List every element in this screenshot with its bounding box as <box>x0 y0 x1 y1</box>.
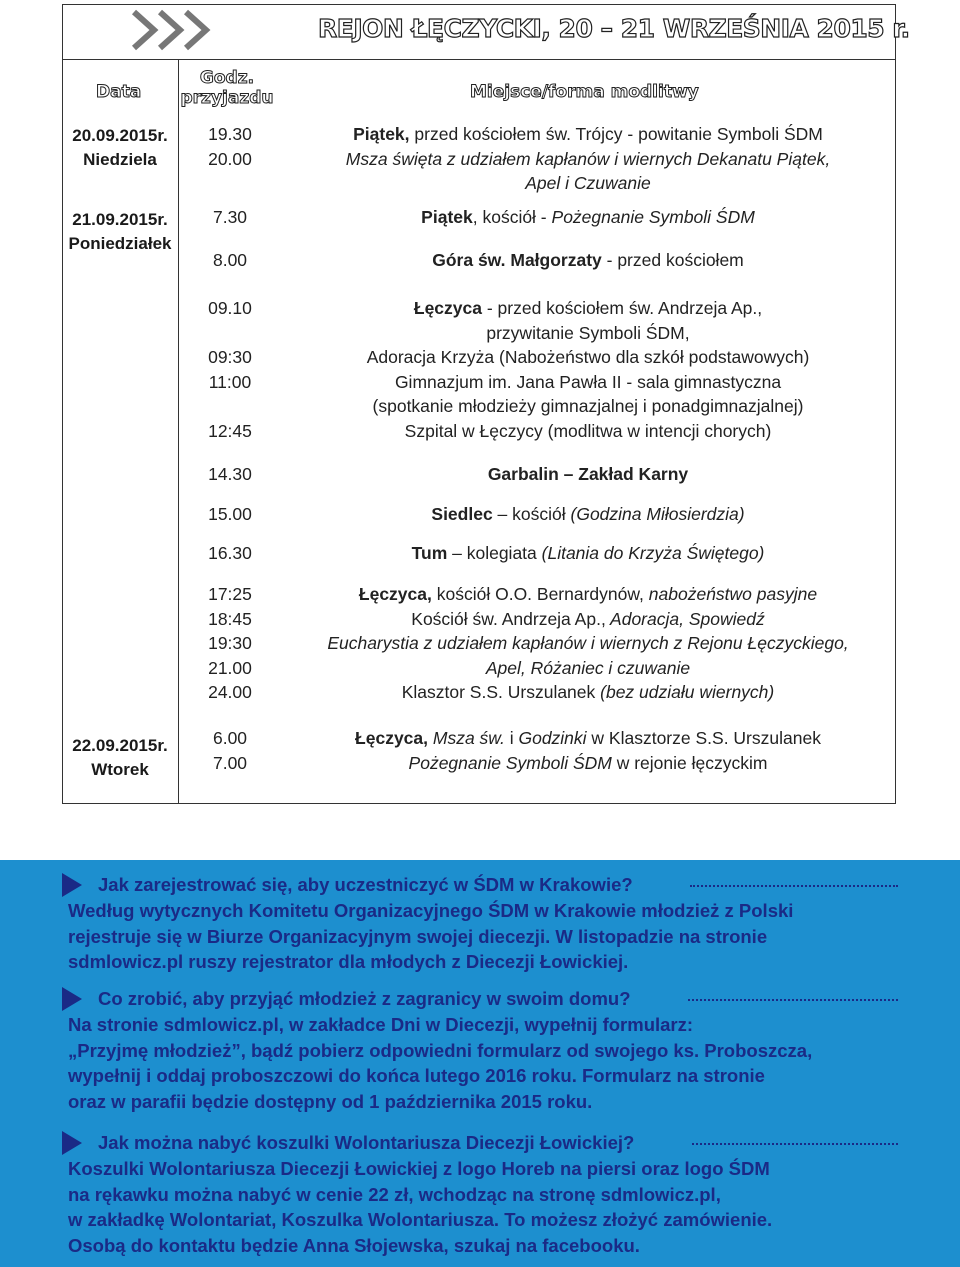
day-date: 22.09.2015r. <box>72 736 168 755</box>
day-tuesday <box>62 734 178 782</box>
place-line <box>280 370 896 395</box>
day-sunday <box>62 124 178 172</box>
text-segment: Szpital w Łęczycy (modlitwa w intencji chorych) <box>404 420 772 441</box>
text-segment: Apel, Różaniec i czuwanie <box>485 657 691 678</box>
faq-answer-line: Według wytycznych Komitetu Organizacyjnego ŚDM w Krakowie młodzież z Polski <box>68 900 794 921</box>
faq-answer-line: wypełnij i oddaj proboszczowi do końca lutego 2016 roku. Formularz na stronie <box>68 1065 765 1086</box>
text-segment: Eucharystia z udziałem kapłanów i wiernych z Rejonu Łęczyckiego, <box>327 633 849 653</box>
faq-answer-line: na rękawku można nabyć w cenie 22 zł, wchodząc na stronę sdmlowicz.pl, <box>68 1183 721 1205</box>
day-weekday: Niedziela <box>83 150 157 169</box>
place-line <box>280 582 896 607</box>
text-segment: Piątek, <box>353 124 410 144</box>
text-segment: Pożegnanie Symboli ŚDM <box>408 752 612 773</box>
time-value: 09:30 <box>208 347 252 367</box>
place-line <box>280 345 896 370</box>
text-segment: w Klasztorze S.S. Urszulanek <box>586 728 821 748</box>
dotted-leader <box>692 1143 898 1145</box>
column-header-time <box>180 68 274 108</box>
text-segment: przed kościołem św. Trójcy - powitanie Symboli ŚDM <box>409 124 823 144</box>
time-cell <box>180 296 280 443</box>
place-line <box>280 631 896 656</box>
text-segment: (Godzina Miłosierdzia) <box>570 504 745 524</box>
time-value <box>180 321 280 346</box>
place-cell <box>280 205 896 230</box>
text-segment: - przed kościołem <box>601 250 744 270</box>
text-segment: Pożegnanie Symboli ŚDM <box>551 207 755 227</box>
place-line <box>280 147 896 172</box>
place-line <box>280 751 896 776</box>
text-segment: – kościół <box>492 504 571 524</box>
faq-question-row <box>62 1130 902 1156</box>
time-value: 18:45 <box>208 608 252 629</box>
text-segment: w rejonie łęczyckim <box>611 752 768 773</box>
faq-answer-line: Na stronie sdmlowicz.pl, w zakładce Dni w Diecezji, wypełnij formularz: <box>68 1014 694 1035</box>
time-cell <box>180 462 280 487</box>
faq-question: Co zrobić, aby przyjąć młodzież z zagranicy w swoim domu? <box>98 988 631 1009</box>
text-segment: (spotkanie młodzieży gimnazjalnej i ponadgimnazjalnej) <box>372 396 804 416</box>
day-monday <box>62 208 178 256</box>
text-segment: Adoracja, Spowiedź <box>605 608 765 629</box>
text-segment: Łęczyca, <box>355 728 429 748</box>
time-value: 7.30 <box>212 207 248 227</box>
place-line <box>280 296 896 321</box>
place-line <box>280 462 896 487</box>
place-line <box>280 607 896 632</box>
text-segment: Tum <box>411 543 448 563</box>
text-segment: Godzinki <box>518 728 587 748</box>
faq-answer-line: oraz w parafii będzie dostępny od 1 października 2015 roku. <box>68 1090 593 1112</box>
place-line <box>280 656 896 681</box>
column-header-date: Data <box>96 82 142 102</box>
text-segment: Piątek <box>421 207 473 227</box>
place-line <box>280 205 896 230</box>
faq-question: Jak zarejestrować się, aby uczestniczyć w ŚDM w Krakowie? <box>98 874 633 895</box>
text-segment: Msza św. <box>428 728 505 748</box>
place-line <box>280 680 896 705</box>
time-value: 24.00 <box>208 682 252 702</box>
time-cell <box>180 582 280 705</box>
place-line <box>280 394 896 419</box>
text-segment: Łęczyca <box>413 298 482 318</box>
day-weekday: Poniedziałek <box>68 234 172 253</box>
time-value: 19.30 <box>208 124 252 144</box>
text-segment: Łęczyca, <box>358 584 432 604</box>
text-segment: nabożeństwo pasyjne <box>648 584 818 604</box>
faq-answer-line: Koszulki Wolontariusza Diecezji Łowickiej z logo Horeb na piersi oraz logo ŚDM <box>68 1158 770 1179</box>
text-segment: Garbalin – Zakład Karny <box>487 464 689 484</box>
place-cell <box>280 122 896 196</box>
time-value: 11:00 <box>208 371 252 392</box>
faq-answer-line: sdmlowicz.pl ruszy rejestrator dla młodych z Diecezji Łowickiej. <box>68 951 629 972</box>
time-cell <box>180 502 280 527</box>
text-segment: (Litania do Krzyża Świętego) <box>541 543 765 563</box>
time-cell <box>180 205 280 230</box>
text-segment: przywitanie Symboli ŚDM, <box>486 322 690 343</box>
text-segment: Gimnazjum im. Jana Pawła II - sala gimnastyczna <box>394 371 782 392</box>
time-cell <box>180 726 280 775</box>
time-value: 16.30 <box>208 543 252 563</box>
time-cell <box>180 122 280 171</box>
time-value: 8.00 <box>212 250 248 270</box>
text-segment: Góra św. Małgorzaty <box>432 250 602 270</box>
text-segment: – kolegiata <box>447 543 542 563</box>
text-segment: i <box>504 728 519 748</box>
dotted-leader <box>690 885 898 887</box>
faq-question: Jak można nabyć koszulki Wolontariusza Diecezji Łowickiej? <box>98 1132 635 1153</box>
place-line <box>280 122 896 147</box>
place-cell <box>280 502 896 527</box>
text-segment: Klasztor S.S. Urszulanek <box>401 682 601 702</box>
place-cell <box>280 296 896 443</box>
time-cell <box>180 541 280 566</box>
faq-answer-line: rejestruje się w Biurze Organizacyjnym swojej diecezji. W listopadzie na stronie <box>68 925 768 947</box>
play-arrow-icon <box>62 873 82 897</box>
dotted-leader <box>688 999 898 1001</box>
time-cell <box>180 248 280 273</box>
place-line <box>280 171 896 196</box>
time-value: 15.00 <box>208 504 252 524</box>
place-cell <box>280 248 896 273</box>
place-line <box>280 502 896 527</box>
place-cell <box>280 726 896 775</box>
column-divider <box>178 60 179 804</box>
time-value: 20.00 <box>208 148 252 169</box>
time-value: 09.10 <box>208 298 252 318</box>
page-title: REJON ŁĘCZYCKI, 20 – 21 WRZEŚNIA 2015 r. <box>318 14 910 43</box>
text-segment: - przed kościołem św. Andrzeja Ap., <box>481 298 763 318</box>
faq-answer-line: w zakładkę Wolontariat, Koszulka Wolontariusza. To możesz złożyć zamówienie. <box>68 1209 773 1230</box>
text-segment: (bez udziału wiernych) <box>600 682 775 702</box>
text-segment: Apel i Czuwanie <box>525 173 651 193</box>
day-date: 20.09.2015r. <box>72 126 168 145</box>
place-line <box>280 541 896 566</box>
text-segment: Siedlec <box>431 504 493 524</box>
time-value <box>180 394 280 419</box>
place-line <box>280 248 896 273</box>
text-segment: kościół O.O. Bernardynów, <box>431 584 649 604</box>
column-header-place: Miejsce/forma modlitwy <box>470 82 699 102</box>
place-cell <box>280 462 896 487</box>
text-segment: Kościół św. Andrzeja Ap., <box>411 608 606 629</box>
faq-question-row <box>62 872 902 898</box>
play-arrow-icon <box>62 1131 82 1155</box>
play-arrow-icon <box>62 987 82 1011</box>
day-weekday: Wtorek <box>91 760 149 779</box>
text-segment: Msza święta z udziałem kapłanów i wiernych Dekanatu Piątek, <box>345 148 831 169</box>
place-line <box>280 419 896 444</box>
time-value: 14.30 <box>208 464 252 484</box>
time-value: 21.00 <box>208 657 252 678</box>
column-header-time-line1: Godz. <box>199 68 255 88</box>
time-value: 17:25 <box>208 584 252 604</box>
text-segment: , kościół - <box>472 207 552 227</box>
time-value: 7.00 <box>212 752 248 773</box>
faq-question-row <box>62 986 902 1012</box>
place-line <box>280 726 896 751</box>
place-cell <box>280 582 896 705</box>
place-cell <box>280 541 896 566</box>
time-value: 12:45 <box>208 420 252 441</box>
text-segment: Adoracja Krzyża (Nabożeństwo dla szkół podstawowych) <box>366 347 810 367</box>
day-date: 21.09.2015r. <box>72 210 168 229</box>
faq-answer-line: „Przyjmę młodzież”, bądź pobierz odpowiedni formularz od swojego ks. Proboszcza, <box>68 1039 813 1061</box>
place-line <box>280 321 896 346</box>
time-value: 19:30 <box>208 633 252 653</box>
column-header-time-line2: przyjazdu <box>180 88 274 108</box>
faq-answer-line: Osobą do kontaktu będzie Anna Słojewska, szukaj na facebooku. <box>68 1234 640 1256</box>
time-value: 6.00 <box>212 728 248 748</box>
chevrons-icon <box>130 8 220 52</box>
